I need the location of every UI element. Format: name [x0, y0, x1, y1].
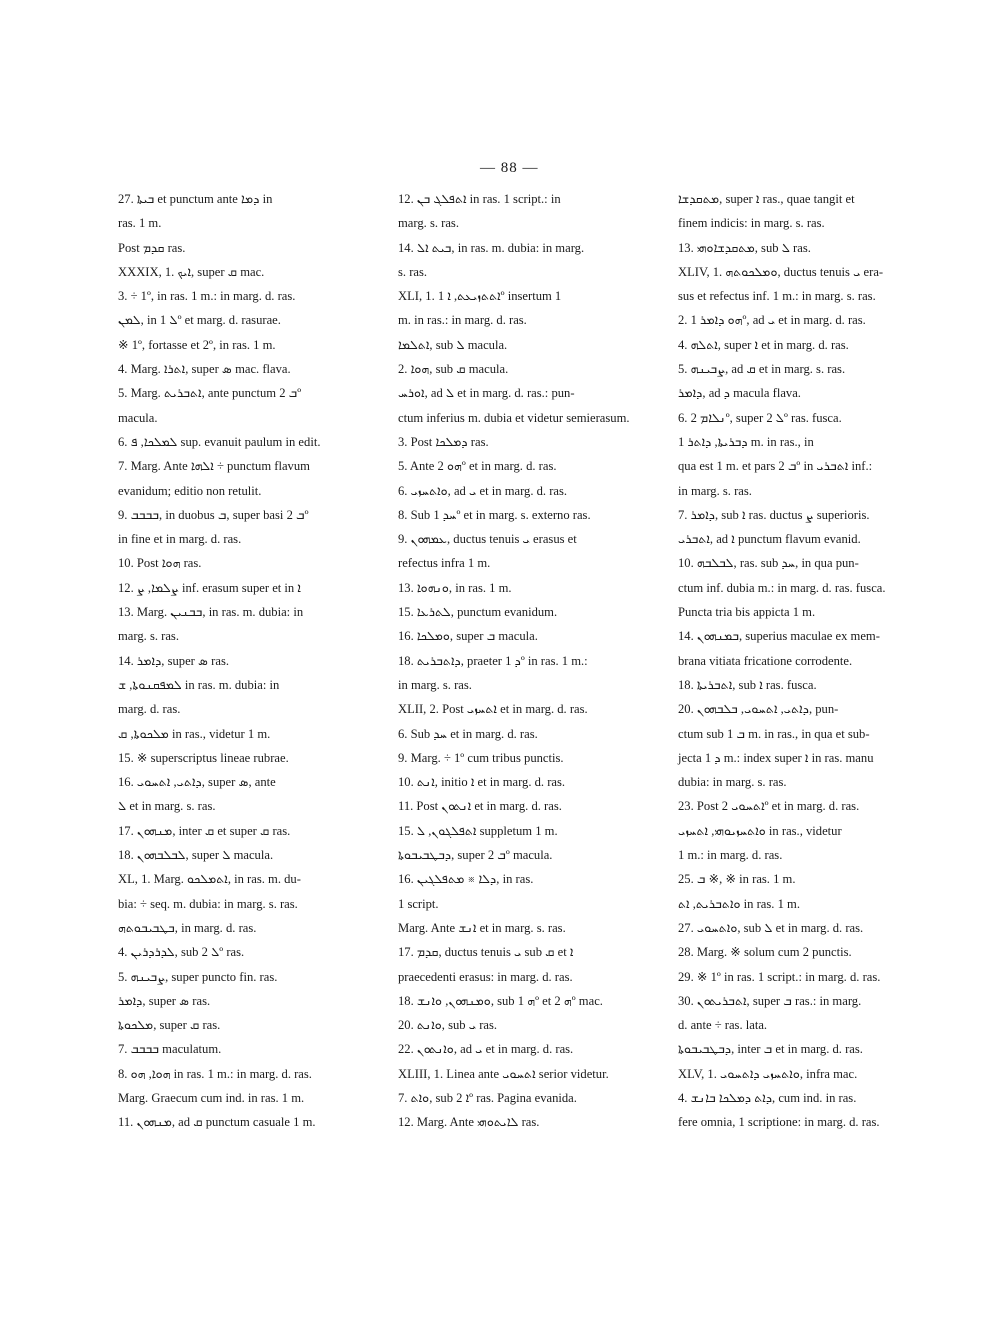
text-line: marg. s. ras.: [118, 629, 179, 644]
text-line: marg. d. ras.: [118, 702, 181, 717]
text-line: 29. ※ 1º in ras. 1 script.: in marg. d. ras.: [678, 969, 881, 984]
text-line: 16. ܕܠܐ ※ ܡܬܦܠܓܝܢ, in ras.: [398, 872, 534, 887]
text-line: 1 script.: [398, 896, 439, 911]
text-line: 4. ܠܕܪܕܪܝܢ, sub ܠ 2º ras.: [118, 945, 245, 960]
text-line: ܕܒܛܒܝܒܘܬܐ, inter ܒ et in marg. d. ras.: [678, 1042, 863, 1057]
text-line: 27. ܒܝܬܐ et punctum ante ܕܡܐ in: [118, 192, 273, 206]
text-line: 5. Ante ܗܘ 2º et in marg. d. ras.: [398, 459, 557, 474]
text-line: Marg. Graecum cum ind. in ras. 1 m.: [118, 1090, 305, 1105]
text-line: 2. ܗܘ ܕܐܡܪ 1º, ad ܝ et in marg. d. ras.: [678, 313, 866, 328]
text-line: 1 m.: in marg. d. ras.: [678, 848, 783, 863]
text-line: ܐܬܒܪܝ, ad ܐ punctum flavum evanid.: [678, 532, 861, 547]
text-line: 5. Marg. ܐܬܒܪܝܬ, ante punctum ܒ 2º: [118, 386, 302, 401]
text-line: XLII, 2. Post ܐܬܚܙܝ et in marg. d. ras.: [398, 702, 588, 717]
text-line: in fine et in marg. d. ras.: [118, 532, 242, 547]
text-line: 10. ܠܒܠܒܗ, ras. sub ܚܕ, in qua pun-: [678, 556, 859, 571]
text-line: 7. ܘܐܬ, sub ܐ 2º ras. Pagina evanida.: [398, 1090, 577, 1105]
text-line: 14. ܒܝܬ ܐܠ, in ras. m. dubia: in marg.: [398, 240, 585, 255]
text-line: Post ܩܕܡ ras.: [118, 240, 186, 255]
text-line: finem indicis: in marg. s. ras.: [678, 216, 825, 231]
text-line: 14. ܕܐܡܪ, super ܣ ras.: [118, 653, 230, 668]
text-line: ܕܐܡܪ, super ܣ ras.: [118, 993, 211, 1008]
text-line: d. ante ÷ ras. lata.: [678, 1018, 768, 1033]
text-line: bia: ÷ seq. m. dubia: in marg. s. ras.: [118, 896, 298, 911]
text-line: 6. Sub ܚܕ et in marg. d. ras.: [398, 726, 538, 741]
text-line: 18. ܕܐܬܒܪܝܬ, praeter ܕ 1º in ras. 1 m.:: [398, 653, 588, 668]
text-line: ܡܠܟܘܬܐ, super ܩ ras.: [118, 1018, 221, 1033]
text-line: 15. ܐܬܦܠܓܘܢ, ܠ suppletum 1 m.: [398, 823, 558, 838]
text-line: 7. ܕܐܡܪ, sub ܐ ras. ductus ܨ superioris.: [678, 507, 870, 522]
text-line: ܘܐܬܚܙܝܘܗܝ, ܐܬܚܙܝ in ras., videtur: [678, 823, 842, 838]
text-line: 3. ÷ 1º, in ras. 1 m.: in marg. d. ras.: [118, 289, 296, 304]
text-line: 16. ܕܐܬܝ, ܐܬܚܘܝ, super ܣ, ante: [118, 775, 276, 790]
text-line: 10. Post ܗܘܐ ras.: [118, 556, 202, 571]
text-line: 11. ܡܢܗܘܢ, ad ܩ punctum casuale 1 m.: [118, 1115, 316, 1130]
text-line: XLIII, 1. Linea ante ܐܬܚܘܝ serior videtur.: [398, 1066, 609, 1081]
text-line: 27. ܘܐܬܚܘܝ, sub ܠ et in marg. d. ras.: [678, 920, 864, 935]
text-line: 7. ܒܒܒܒ maculatum.: [118, 1042, 222, 1057]
text-line: 25. ܒ ※, ※ in ras. 1 m.: [678, 872, 796, 887]
text-line: 4. ܐܬܠܗ, super ܐ et in marg. d. ras.: [678, 337, 849, 352]
text-line: 6. ܢܠܐܡ 2º, super ܠ 2º ras. fusca.: [678, 410, 842, 425]
text-line: 18. ܠܒܠܒܗܘܢ, super ܠ macula.: [118, 848, 274, 863]
text-line: 20. ܕܐܬܝ, ܐܬܚܘܝ, ܒܠܒܗܘܢ, pun-: [678, 702, 839, 717]
text-line: 5. ܨܒܝܢܗ, ad ܩ et in marg. s. ras.: [678, 362, 846, 377]
text-line: 8. Sub ܚܕ 1º et in marg. s. externo ras.: [398, 507, 591, 522]
text-line: ܕܐܡܪ, ad ܕ macula flava.: [678, 386, 801, 401]
text-line: brana vitiata fricatione corrodente.: [678, 653, 853, 668]
text-line: ܠ et in marg. s. ras.: [118, 799, 216, 814]
text-line: 11. Post ܐܢܬܘܢ et in marg. d. ras.: [398, 799, 562, 814]
text-line: fere omnia, 1 scriptione: in marg. d. ras.: [678, 1115, 880, 1130]
text-line: s. ras.: [398, 264, 428, 279]
text-line: 30. ܐܬܒܪܝܬܘܢ, super ܒ ras.: in marg.: [678, 993, 862, 1008]
text-line: ܡܬܩܕܫܐ, super ܐ ras., quae tangit et: [678, 192, 855, 206]
text-line: 7. Marg. Ante ܐܠܗܐ ÷ punctum flavum: [118, 459, 310, 474]
text-line: 4. ܕܐܬ ܕܡܠܟܐ ܒܐܢܫ, cum ind. in ras.: [678, 1090, 857, 1105]
text-line: ctum inf. dubia m.: in marg. d. ras. fusca.: [678, 580, 886, 595]
text-line: 12. Marg. Ante ܠܐܝܬܘܗܝ ras.: [398, 1115, 540, 1130]
text-line: 9. ܥܡܗܘܢ, ductus tenuis ܝ erasus et: [398, 532, 577, 547]
text-line: 9. Marg. ÷ 1º cum tribus punctis.: [398, 750, 564, 765]
text-line: 23. Post ܐܬܚܘܝ 2º et in marg. d. ras.: [678, 799, 860, 814]
text-line: refectus infra 1 m.: [398, 556, 491, 571]
text-line: 14. ܒܡܢܗܘܢ, superius maculae ex mem-: [678, 629, 880, 644]
text-line: Marg. Ante ܐܢܫ et in marg. s. ras.: [398, 920, 566, 935]
text-line: sus et refectus inf. 1 m.: in marg. s. ras.: [678, 289, 876, 304]
text-line: 13. Marg. ܒܒܢܝܢ, in ras. m. dubia: in: [118, 605, 304, 620]
text-line: ctum inferius m. dubia et videtur semierasum.: [398, 410, 630, 425]
text-line: in marg. s. ras.: [678, 483, 752, 498]
column-left: [118, 187, 373, 1135]
text-line: ras. 1 m.: [118, 216, 162, 231]
text-line: XLV, 1. ܘܐܬܚܙܝ ܕܐܬܚܘܝ, infra mac.: [678, 1066, 858, 1081]
text-line: 4. Marg. ܐܬܪܐ, super ܣ mac. flava.: [118, 362, 291, 377]
text-line: 13. ܡܬܩܕܫܐܘܗܝ, sub ܠ ras.: [678, 240, 811, 255]
text-line: 8. ܗܘܐ, ܗܘ in ras. 1 m.: in marg. d. ras.: [118, 1066, 312, 1081]
text-line: 6. ܘܐܬܚܙܝ, ad ܝ et in marg. d. ras.: [398, 483, 568, 498]
text-line: ctum sub ܒ 1 m. in ras., in qua et sub-: [678, 726, 870, 741]
column-middle: [398, 187, 653, 1135]
text-line: ※ 1º, fortasse et 2º, in ras. 1 m.: [118, 337, 276, 352]
text-line: 12. ܐܬܦܠܓ ܒܢ in ras. 1 script.: in: [398, 192, 561, 206]
text-line: 17. ܡܢܗܘܢ, inter ܩ et super ܩ ras.: [118, 823, 291, 838]
text-line: XL, 1. Marg. ܐܬܡܠܟܘ, in ras. m. du-: [118, 872, 301, 887]
text-line: ܐܬܠܡܐ, sub ܠ macula.: [398, 337, 508, 352]
text-line: 22. ܘܐܢܬܘܢ, ad ܝ et in marg. d. ras.: [398, 1042, 574, 1057]
text-line: jecta ܕ 1 m.: index super ܐ in ras. manu: [678, 750, 874, 765]
page-number: — 88 —: [480, 160, 539, 176]
text-line: XXXIX, 1. ܐܝܟ, super ܩ mac.: [118, 264, 265, 279]
text-line: marg. s. ras.: [398, 216, 459, 231]
text-line: Puncta tria bis appicta 1 m.: [678, 605, 816, 620]
text-line: 13. ܘܢܗܘܐ, in ras. 1 m.: [398, 580, 512, 595]
text-line: ܕܒܛܒܝܒܘܬܐ, super ܒ 2º macula.: [398, 848, 553, 863]
text-line: praecedenti erasus: in marg. d. ras.: [398, 969, 573, 984]
text-line: 9. ܒܒܒܒ, in duobus ܒ, super basi ܒ 2º: [118, 507, 309, 522]
text-line: XLIV, 1. ܘܡܠܟܘܬܗ, ductus tenuis ܝ era-: [678, 264, 884, 279]
text-line: ܡܠܟܘܬܐ, ܩ in ras., videtur 1 m.: [118, 726, 271, 741]
text-line: 18. ܘܡܢܗܘܢ, ܘܐܢܫ, sub ܗ 1º et ܗ 2º mac.: [398, 993, 603, 1008]
text-line: ܒܛܒܝܒܘܬܗ, in marg. d. ras.: [118, 920, 257, 935]
text-line: ܐܘܪܚ, ad ܠ et in marg. d. ras.: pun-: [398, 386, 575, 401]
text-line: 10. ܐܢܬ, initio ܐ et in marg. d. ras.: [398, 775, 566, 790]
text-line: ܠܡܢ, in ܠ 1º et marg. d. rasurae.: [118, 313, 281, 328]
text-line: macula.: [118, 410, 158, 425]
column-right: [678, 187, 933, 1135]
text-line: 28. Marg. ※ solum cum 2 punctis.: [678, 945, 852, 960]
text-line: 2. ܗܘܐ, sub ܩ macula.: [398, 362, 509, 377]
text-line: 15. ܠܬܪܥܐ, punctum evanidum.: [398, 605, 558, 620]
text-line: qua est 1 m. et pars ܒ 2º in ܐܬܒܪܝ inf.:: [678, 459, 873, 474]
text-line: 20. ܘܐܢܬ, sub ܝ ras.: [398, 1018, 498, 1033]
text-line: dubia: in marg. s. ras.: [678, 775, 787, 790]
text-line: 18. ܐܬܒܪܝܬܐ, sub ܐ ras. fusca.: [678, 677, 817, 692]
text-line: ܕܒܪܝܬܐ, ܕܐܬܪ 1 m. in ras., in: [678, 434, 814, 449]
text-line: 3. Post ܕܡܠܟܐ ras.: [398, 434, 489, 449]
text-line: evanidum; editio non retulit.: [118, 483, 262, 498]
text-line: 6. ܠܡܠܟܐ, ܦ sup. evanuit paulum in edit.: [118, 434, 321, 449]
text-line: 16. ܘܡܠܟܐ, super ܒ macula.: [398, 629, 538, 644]
text-line: in marg. s. ras.: [398, 677, 472, 692]
text-line: ܠܡܦܩܢܘܬܐ, ܫ in ras. m. dubia: in: [118, 677, 280, 692]
text-line: XLI, 1. ܐܬܬܙܝܥܬ, ܐ 1º insertum 1: [398, 289, 562, 304]
text-line: ܘܐܬܒܪܝܬ, ܐܬ in ras. 1 m.: [678, 896, 800, 911]
text-line: m. in ras.: in marg. d. ras.: [398, 313, 527, 328]
text-line: 12. ܨܠܡܐ, ܨ inf. erasum super et in ܐ: [118, 580, 301, 595]
text-line: 15. ※ superscriptus lineae rubrae.: [118, 750, 289, 765]
text-line: 17. ܩܕܡ, ductus tenuis ܝ sub ܩ et ܐ: [398, 945, 574, 960]
text-line: 5. ܨܒܝܢܗ, super puncto fin. ras.: [118, 969, 278, 984]
